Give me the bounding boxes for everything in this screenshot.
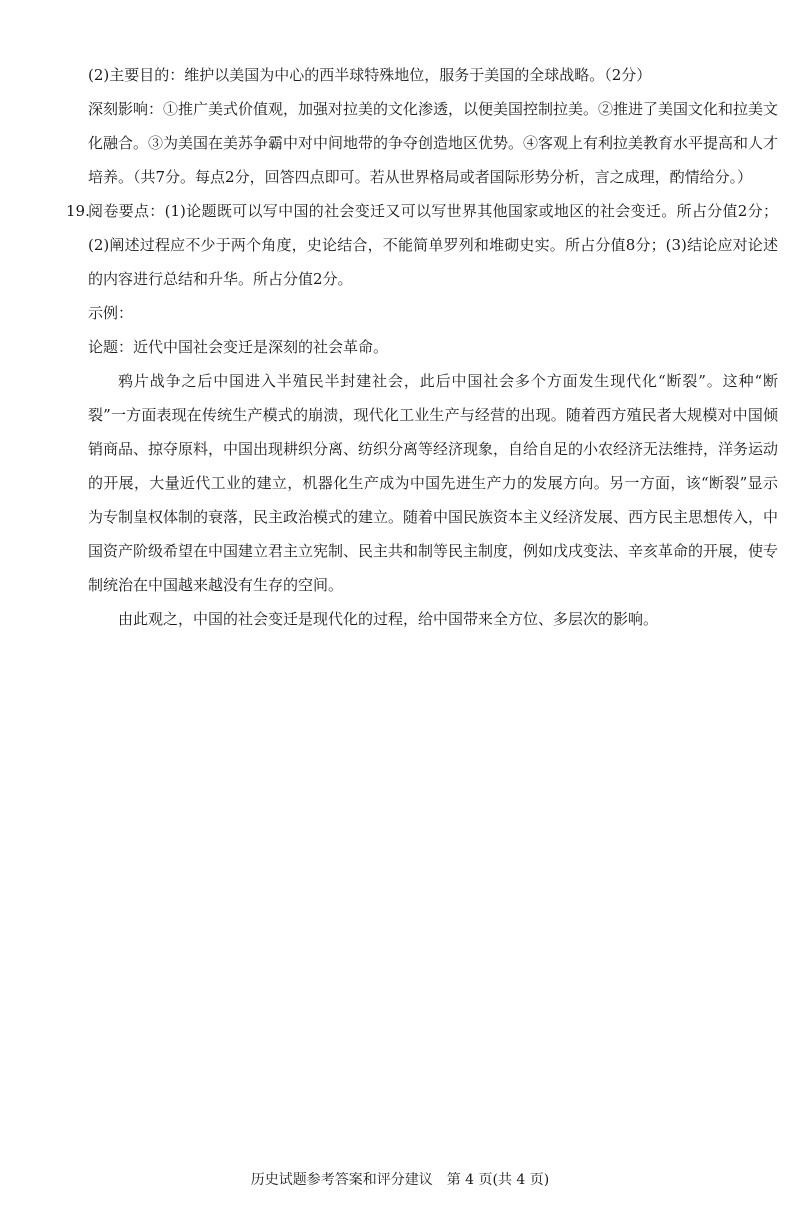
answer-content <box>66 58 779 636</box>
q19-example-label: 示例： <box>88 304 134 322</box>
q18-impact: 深刻影响：①推广美式价值观，加强对拉美的文化渗透，以便美国控制拉美。②推进了美国文化和拉美文化融合。③为美国在美苏争霸中对中间地带的争夺创造地区优势。④客观上有利拉美教育水平提高和人才培养。（共7分。每点2分，回答四点即可。若从世界格局或者国际形势分析，言之成理，酌情给分。） <box>88 100 779 186</box>
page-footer: 历史试题参考答案和评分建议 第 4 页(共 4 页) <box>250 1172 550 1188</box>
q19-grading-points: 阅卷要点：(1)论题既可以写中国的社会变迁又可以写世界其他国家或地区的社会变迁。所占分值2分；(2)阐述过程应不少于两个角度，史论结合，不能简单罗列和堆砌史实。所占分值8分；(3)结论应对论述的内容进行总结和升华。所占分值2分。 <box>88 202 778 288</box>
q19-number: 19. <box>66 202 90 220</box>
q19-thesis: 论题：近代中国社会变迁是深刻的社会革命。 <box>88 338 389 356</box>
q19-conclusion: 由此观之，中国的社会变迁是现代化的过程，给中国带来全方位、多层次的影响。 <box>118 610 659 628</box>
q18-part2-purpose: (2)主要目的：维护以美国为中心的西半球特殊地位，服务于美国的全球战略。（2分） <box>88 66 652 84</box>
q19-essay-body: 鸦片战争之后中国进入半殖民半封建社会，此后中国社会多个方面发生现代化“断裂”。这种“断裂”一方面表现在传统生产模式的崩溃，现代化工业生产与经营的出现。随着西方殖民者大规模对中国倾销商品、掠夺原料，中国出现耕织分离、纺织分离等经济现象，自给自足的小农经济无法维持，洋务运动的开展，大量近代工业的建立，机器化生产成为中国先进生产力的发展方向。另一方面，该“断裂”显示为专制皇权体制的衰落，民主政治模式的建立。随着中国民族资本主义经济发展、西方民主思想传入，中国资产阶级希望在中国建立君主立宪制、民主共和制等民主制度，例如戊戌变法、辛亥革命的开展，使专制统治在中国越来越没有生存的空间。 <box>88 372 779 594</box>
q19-block <box>66 194 778 296</box>
